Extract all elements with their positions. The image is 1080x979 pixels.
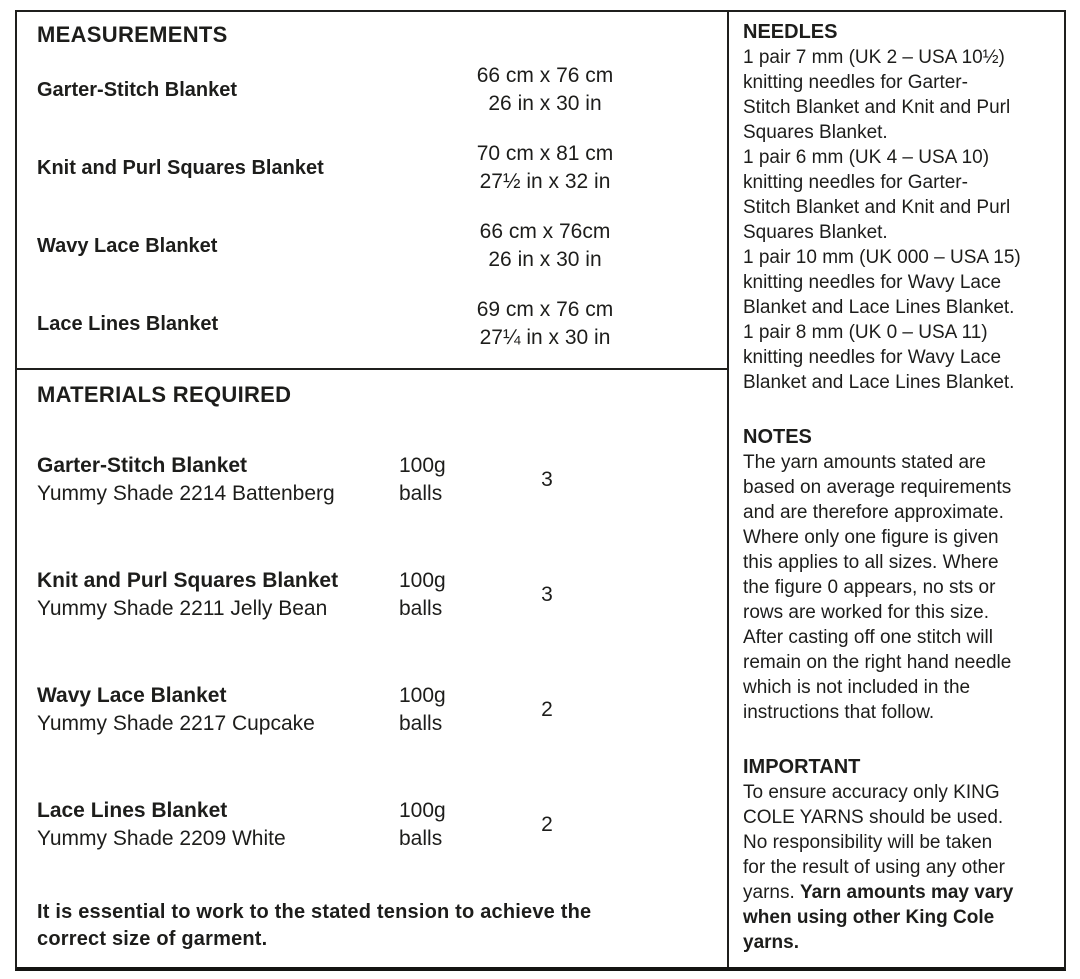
ball-weight: 100g — [399, 799, 446, 822]
notes-title: NOTES — [743, 426, 812, 448]
blanket-size — [409, 218, 707, 274]
ball-quantity: 2 — [541, 813, 553, 836]
ball-unit-block — [399, 567, 487, 623]
ball-label: balls — [399, 827, 443, 850]
size-imperial: 27¼ in x 30 in — [479, 326, 611, 349]
blanket-size — [409, 296, 707, 352]
important-text-bold: Yarn amounts may vary when using other King Cole yarns. — [743, 882, 1014, 953]
notes-text: The yarn amounts stated are based on average requirements and are therefore approximate. Where only one figure is given this applies to all sizes. Where the figure 0 appears, no sts or rows are worked for this size. After casting off one stitch will remain on the right hand needle which is not included in the instructions that follow. — [743, 452, 1012, 723]
material-name-block — [37, 797, 399, 853]
measurement-row — [37, 62, 707, 118]
measurement-row — [37, 140, 707, 196]
ball-weight: 100g — [399, 684, 446, 707]
measurement-row — [37, 296, 707, 352]
blanket-size — [409, 62, 707, 118]
ball-quantity: 2 — [541, 698, 553, 721]
material-name-block — [37, 567, 399, 623]
blanket-size — [409, 140, 707, 196]
blanket-name: Wavy Lace Blanket — [37, 684, 227, 707]
size-imperial: 26 in x 30 in — [488, 248, 602, 271]
blanket-name: Wavy Lace Blanket — [37, 235, 218, 257]
ball-weight: 100g — [399, 454, 446, 477]
size-imperial: 26 in x 30 in — [488, 92, 602, 115]
blanket-name: Knit and Purl Squares Blanket — [37, 569, 339, 592]
ball-weight: 100g — [399, 569, 446, 592]
material-row — [37, 797, 707, 853]
yarn-shade: Yummy Shade 2214 Battenberg — [37, 482, 335, 505]
important-text — [743, 780, 1056, 955]
yarn-shade: Yummy Shade 2217 Cupcake — [37, 712, 315, 735]
materials-section — [17, 370, 727, 967]
tension-note: It is essential to work to the stated tension to achieve the correct size of garment. — [37, 901, 592, 950]
size-metric: 69 cm x 76 cm — [476, 298, 614, 321]
measurements-title: MEASUREMENTS — [37, 22, 228, 47]
size-imperial: 27½ in x 32 in — [479, 170, 611, 193]
size-metric: 66 cm x 76cm — [479, 220, 611, 243]
blanket-name: Garter-Stitch Blanket — [37, 454, 248, 477]
materials-title: MATERIALS REQUIRED — [37, 382, 292, 407]
ball-unit-block — [399, 682, 487, 738]
material-name-block — [37, 682, 399, 738]
needles-title: NEEDLES — [743, 21, 838, 43]
needles-text: 1 pair 7 mm (UK 2 – USA 10½) knitting needles for Garter- Stitch Blanket and Knit and Purl Squares Blanket. 1 pair 6 mm (UK 4 – USA 10) knitting needles for Garter- Stitch Blanket and Knit and Purl Squares Blanket. 1 pair 10 mm (UK 000 – USA 15) knitting needles for Wavy Lace Blanket and Lace Lines Blanket. 1 pair 8 mm (UK 0 – USA 11) knitting needles for Wavy Lace Blanket and Lace Lines Blanket. — [743, 47, 1021, 393]
ball-quantity: 3 — [541, 468, 553, 491]
yarn-shade: Yummy Shade 2211 Jelly Bean — [37, 597, 328, 620]
ball-quantity: 3 — [541, 583, 553, 606]
left-column — [17, 12, 729, 967]
blanket-name: Lace Lines Blanket — [37, 313, 219, 335]
ball-label: balls — [399, 712, 443, 735]
pattern-info-table — [15, 10, 1066, 971]
ball-label: balls — [399, 597, 443, 620]
material-row — [37, 567, 707, 623]
yarn-shade: Yummy Shade 2209 White — [37, 827, 286, 850]
ball-label: balls — [399, 482, 443, 505]
measurement-row — [37, 218, 707, 274]
ball-unit-block — [399, 797, 487, 853]
blanket-name: Knit and Purl Squares Blanket — [37, 157, 324, 179]
important-title: IMPORTANT — [743, 756, 861, 778]
blanket-name: Garter-Stitch Blanket — [37, 79, 238, 101]
material-row — [37, 682, 707, 738]
right-column — [729, 12, 1064, 967]
material-name-block — [37, 452, 399, 508]
important-text-normal: To ensure accuracy only KING COLE YARNS should be used. No responsibility will be taken for the result of using any other yarns. — [743, 782, 1005, 903]
measurements-section — [17, 12, 727, 370]
material-row — [37, 452, 707, 508]
ball-unit-block — [399, 452, 487, 508]
size-metric: 66 cm x 76 cm — [476, 64, 614, 87]
size-metric: 70 cm x 81 cm — [476, 142, 614, 165]
blanket-name: Lace Lines Blanket — [37, 799, 228, 822]
